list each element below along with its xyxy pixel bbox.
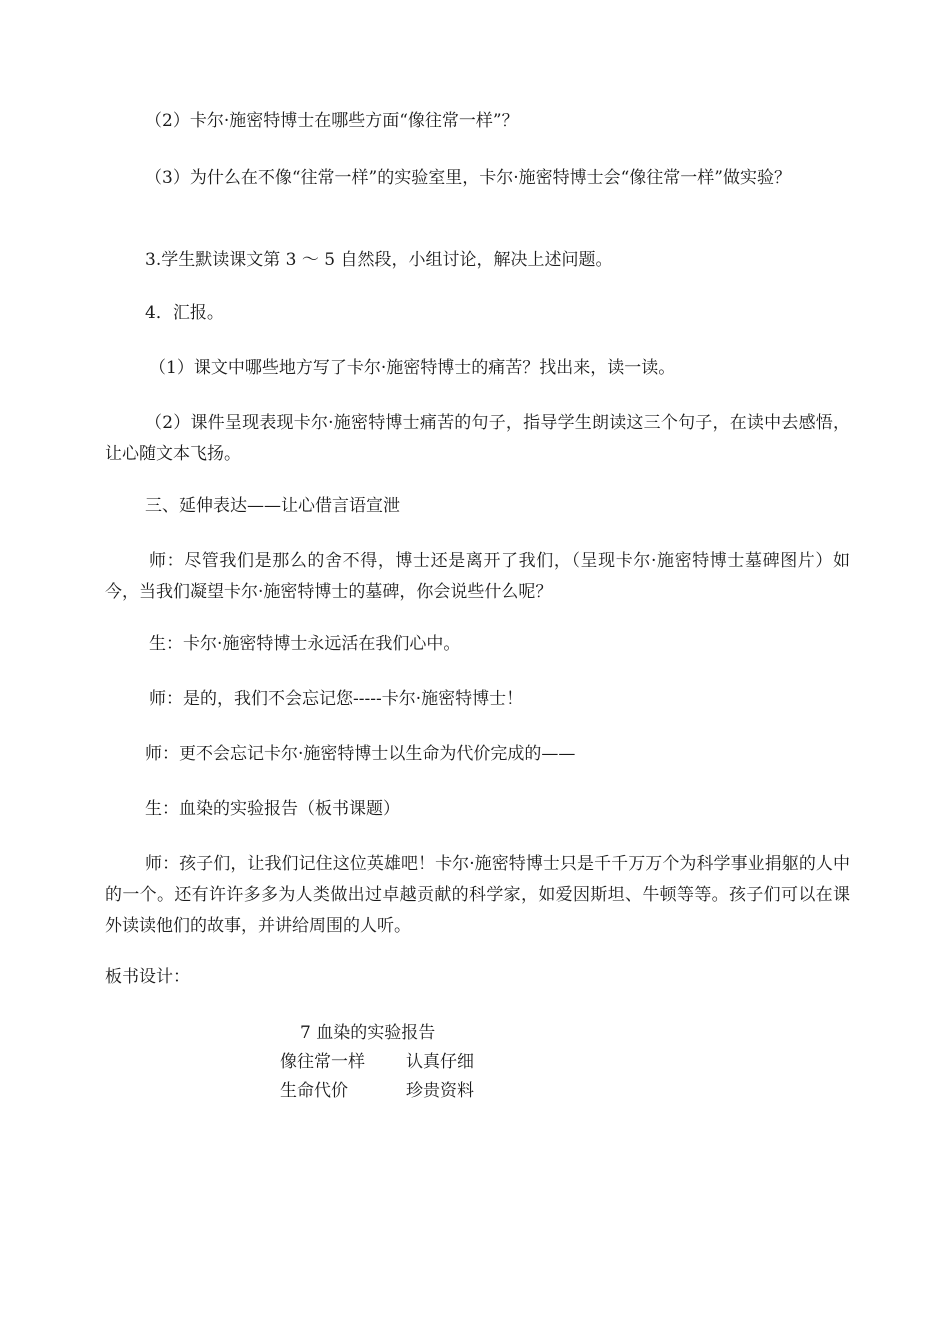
board-cell: 生命代价 xyxy=(280,1081,348,1101)
board-cell: 珍贵资料 xyxy=(406,1081,474,1101)
board-design xyxy=(280,1019,474,1106)
board-cell: 像往常一样 xyxy=(280,1052,365,1072)
question-2: （2）卡尔·施密特博士在哪些方面“像往常一样”？ xyxy=(145,111,519,131)
report-item-2: （2）课件呈现表现卡尔·施密特博士痛苦的句子，指导学生朗读这三个句子，在读中去感悟，让心随文本飞扬。 xyxy=(105,413,850,464)
board-row xyxy=(280,1077,474,1106)
step-3-reading: 3.学生默读课文第 3 ～ 5 自然段，小组讨论，解决上述问题。 xyxy=(145,250,613,270)
report-item-1: （1）课文中哪些地方写了卡尔·施密特博士的痛苦？找出来，读一读。 xyxy=(149,358,676,378)
board-design-label: 板书设计： xyxy=(105,967,190,987)
teacher-line-2: 师：是的，我们不会忘记您-----卡尔·施密特博士！ xyxy=(149,689,524,709)
question-3: （3）为什么在不像“往常一样”的实验室里，卡尔·施密特博士会“像往常一样”做实验？ xyxy=(145,168,791,188)
board-title: 7 血染的实验报告 xyxy=(300,1023,436,1043)
teacher-line-3: 师：更不会忘记卡尔·施密特博士以生命为代价完成的—— xyxy=(145,744,576,764)
section-3-heading: 三、延伸表达——让心借言语宣泄 xyxy=(145,496,400,516)
teacher-line-4: 师：孩子们，让我们记住这位英雄吧！卡尔·施密特博士只是千千万万个为科学事业捐躯的人中的一个。还有许许多多为人类做出过卓越贡献的科学家，如爱因斯坦、牛顿等等。孩子们可以在课外读读他们的故事，并讲给周围的人听。 xyxy=(105,854,850,936)
student-line-2: 生：血染的实验报告（板书课题） xyxy=(145,799,400,819)
student-line-1: 生：卡尔·施密特博士永远活在我们心中。 xyxy=(149,634,461,654)
teacher-line-1: 师：尽管我们是那么的舍不得，博士还是离开了我们，（呈现卡尔·施密特博士墓碑图片）如今，当我们凝望卡尔·施密特博士的墓碑，你会说些什么呢？ xyxy=(105,551,850,602)
board-cell: 认真仔细 xyxy=(406,1052,474,1072)
step-4-report: 4．汇报。 xyxy=(145,303,224,323)
board-row xyxy=(280,1048,474,1077)
